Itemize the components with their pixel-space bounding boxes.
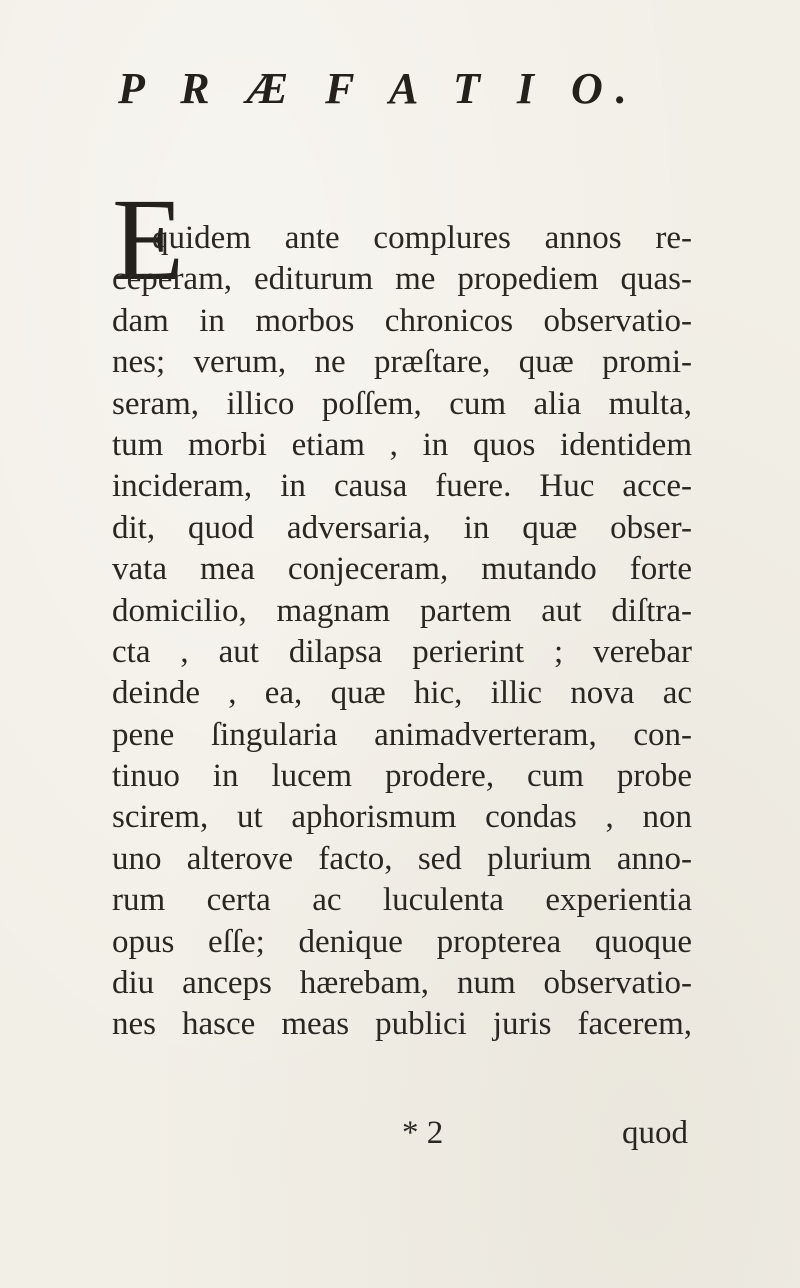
text-line: opus eſſe; denique propterea quoque (112, 923, 692, 960)
text-line: dit, quod adversaria, in quæ obser- (112, 509, 692, 546)
text-line: tinuo in lucem prodere, cum probe (112, 758, 692, 795)
body-text (112, 218, 692, 1046)
text-line: domicilio, magnam partem aut diſtra- (112, 592, 692, 629)
page-title: P R Æ F A T I O. (118, 64, 640, 113)
text-line: incideram, in causa fuere. Huc acce- (112, 468, 692, 505)
text-line: dam in morbos chronicos observatio- (112, 302, 692, 339)
text-line: quidem ante complures annos re- (152, 220, 692, 256)
text-line: deinde , ea, quæ hic, illic nova ac (112, 675, 692, 712)
text-line: rum certa ac luculenta experientia (112, 882, 692, 919)
text-line: scirem, ut aphorismum condas , non (112, 799, 692, 836)
text-line: nes; verum, ne præſtare, quæ promi- (112, 344, 692, 381)
text-line: diu anceps hærebam, num observatio- (112, 965, 692, 1002)
text-line: pene ſingularia animadverteram, con- (112, 716, 692, 753)
catchword: quod (622, 1115, 688, 1151)
signature-mark: * 2 (402, 1115, 444, 1151)
text-line: vata mea conjeceram, mutando forte (112, 551, 692, 588)
text-line: cta , aut dilapsa perierint ; verebar (112, 633, 692, 670)
text-line: uno alterove facto, sed plurium anno- (112, 840, 692, 877)
text-line: tum morbi etiam , in quos identidem (112, 426, 692, 463)
drop-cap: E (112, 174, 185, 305)
text-line: nes hasce meas publici juris facerem, (112, 1006, 692, 1043)
text-line: seram, illico poſſem, cum alia multa, (112, 385, 692, 422)
text-line: ceperam, editurum me propediem quas- (112, 261, 692, 298)
page-footer (112, 1112, 692, 1154)
